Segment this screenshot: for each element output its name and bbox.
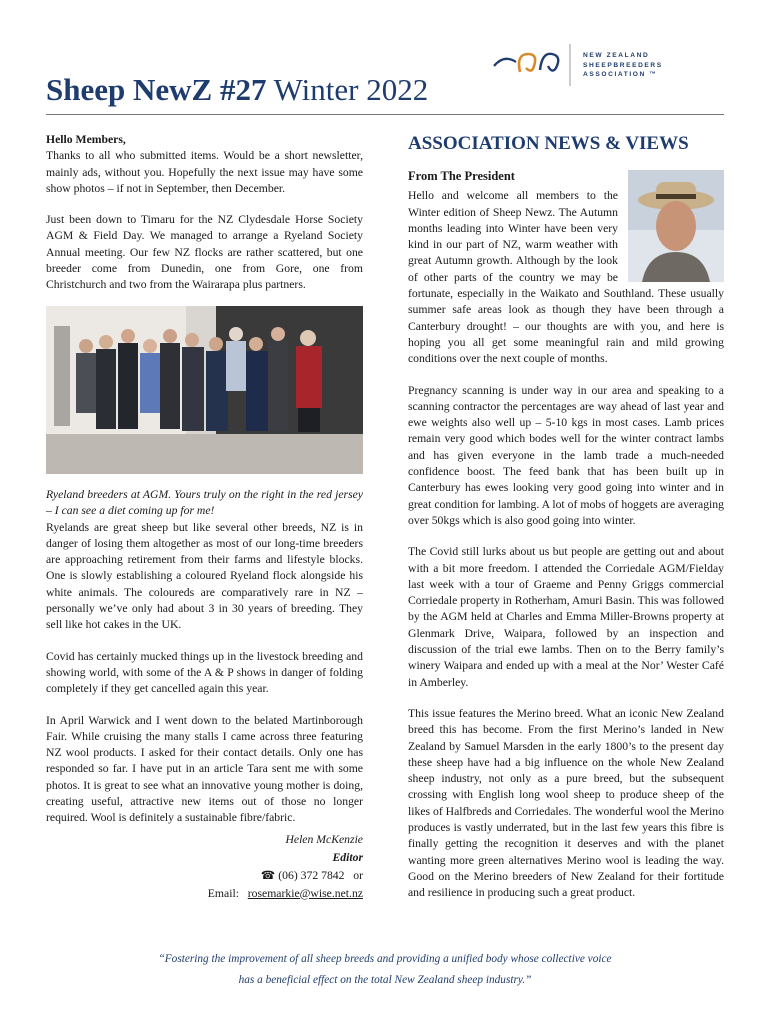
header-divider [46,114,724,115]
footer-line-1: “Fostering the improvement of all sheep breeds and providing a unified body whose collective voice [158,953,612,965]
editor-phone: (06) 372 7842 [278,868,345,882]
editor-paragraph-5: In April Warwick and I went down to the belated Martinborough Fair. While cruising the many stalls I came across three featuring NZ wool products. I asked for their contact details. Only one has responded so far. I have put in an article Tara sent me with some photos. It is great to see what an innovative young mother is doing, creating useful, attractive new items out of those no longer required. Wool is definitely a sustainable fibre/fabric. [46,713,363,825]
logo-text [583,51,663,80]
logo-line-3: ASSOCIATION ™ [583,71,658,78]
president-paragraph-3: The Covid still lurks about us but people are getting out and about with a bit more freedom. I attended the Corriedale AGM/Fielday last week with a tour of Graeme and Penny Griggs commercial Corriedale property in Rotherham, Amuri Basin. This was followed by the AGM held at Charles and Emma Miller-Browns property at Glenmark Drive, Waipara, followed by an inspection and discussion of the trial ewe lambs. Then on to the Berry family’s winery Waipara and ended up with a meal at the Nor’ Wester Café in Amberley. [408,545,724,689]
sheep-horn-logo-icon [490,40,580,90]
editor-email-line [46,885,363,903]
editor-paragraph-1: Thanks to all who submitted items. Would be a short newsletter, mainly ads, without you. Hopefully the next issue may have some show photos – if not in September, then December. [46,149,363,195]
editor-paragraph-3: Ryelands are great sheep but like several other breeds, NZ is in danger of losing them altogether as most of our long-time breeders are approaching retirement from their farms and lifestyle blocks. One is slowly establishing a coloured Ryeland flock alongside his white animals. The coloureds are comparatively rare in NZ – personally we’ve only had about 3 in 30 years of breeding. They sell like hot cakes in the UK. [46,520,363,632]
section-title: ASSOCIATION NEWS & VIEWS [408,133,689,154]
association-logo [490,40,730,90]
ryeland-breeders-photo [46,306,363,474]
email-label: Email: [207,886,239,900]
issue-season: Winter 2022 [273,72,429,107]
footer-motto [46,949,724,991]
photo-caption: Ryeland breeders at AGM. Yours truly on the right in the red jersey – I can see a diet coming up for me! [46,487,363,518]
editor-signature [46,831,363,903]
president-portrait [628,170,724,282]
editor-column [46,132,363,903]
editor-paragraph-2: Just been down to Timaru for the NZ Clydesdale Horse Society AGM & Field Day. We managed to arrange a Ryeland Society Annual meeting. Our few NZ flocks are rather scattered, but one breeder come from Dunedin, one from Gore, one from Christchurch and two from the Wairarapa plus partners. [46,213,363,292]
issue-number: #27 [219,72,267,107]
footer-line-2: has a beneficial effect on the total New Zealand sheep industry.” [238,974,532,986]
title-name: Sheep NewZ [46,72,213,107]
president-paragraph-4: This issue features the Merino breed. What an iconic New Zealand breed this has become. From the first Merino’s landed in New Zealand by Samuel Marsden in the early 1800’s to the present day these sheep have had a big influence on the whole New Zealand sheep industry, not only as a pure breed, but the subsequent crossing with English long wool sheep to produce sheep of the likes of Halfbreds and Corriedales. The wonderful wool the Merino produces is vastly underrated, but in the last few years this fibre is finally getting the recognition it deserves and with the planet wanting more green alternatives Merino wool is leading the way. Good on the Merino breeders of New Zealand for their fortitude and resilience in producing such a great product. [408,706,724,900]
greeting: Hello Members, [46,133,126,146]
president-column [408,132,724,916]
editor-email-link[interactable]: rosemarkie@wise.net.nz [247,886,363,900]
president-paragraph-1: Hello and welcome all members to the Winter edition of Sheep Newz. The Autumn months leading into Winter have been very kind in our part of NZ, warm weather with great Autumn growth. Although by the look of other parts of the country we may be fortunate, especially in the Waikato and Southland. These usually summer safe areas look as though they have been through a Canterbury drought! – our thoughts are with you, and here is hoping you all get some meaningful rain and mild growing conditions over the next couple of months. [408,189,724,366]
logo-line-1: NEW ZEALAND [583,52,650,59]
editor-role: Editor [332,850,363,864]
editor-phone-line [46,867,363,885]
phone-or: or [353,868,363,882]
newsletter-title [46,72,428,108]
editor-paragraph-4: Covid has certainly mucked things up in the livestock breeding and showing world, with some of the A & P shows in danger of folding completely if they get cancelled again this year. [46,649,363,696]
president-heading: From The President [408,169,515,183]
president-paragraph-2: Pregnancy scanning is under way in our area and speaking to a scanning contractor the percentages are way ahead of last year and ewe weights also well up – 5-10 kgs in most cases. Lamb prices remain very good which bodes well for the winter contract lambs and has given everyone in the lamb trade a much-needed confidence boost. The feed bank that has been built up in Canterbury has ewes looking very good going into winter and in great condition for lambing. A lot of mobs of hoggets are averaging over 50kgs which is also good going into winter. [408,383,724,527]
logo-line-2: SHEEPBREEDERS [583,61,663,69]
phone-icon: ☎ [260,868,276,882]
editor-name: Helen McKenzie [285,832,363,846]
